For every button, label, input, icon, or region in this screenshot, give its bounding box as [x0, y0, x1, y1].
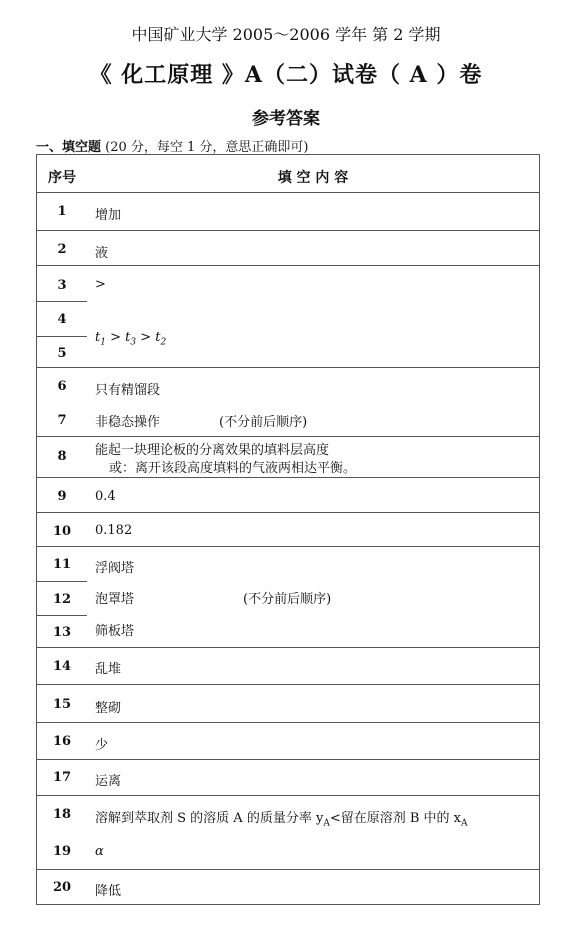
row-divider [37, 722, 539, 723]
exam-header-line1: 中国矿业大学 2005～2006 学年 第 2 学期 [131, 25, 441, 44]
exam-title: 《 化工原理 》A（二）试卷（ A ）卷 [89, 62, 483, 88]
row-divider [37, 436, 539, 437]
row-number: 15 [52, 697, 72, 712]
column-header-number: 序号 [48, 170, 76, 186]
answer-15: 整砌 [95, 701, 122, 716]
answer-1: 增加 [95, 208, 122, 223]
answer-4-5: $t_1 > t_3 > t_2$ [95, 330, 167, 348]
answer-7: 非稳态操作 [95, 415, 161, 430]
answer-8-line2: 或：离开该段高度填料的气液两相达平衡。 [109, 461, 357, 476]
row-number: 11 [52, 557, 72, 572]
row-number: 18 [52, 807, 72, 822]
row-number: 8 [57, 449, 67, 464]
row-divider [37, 869, 539, 870]
answer-16: 少 [95, 738, 109, 753]
row-number: 16 [52, 734, 72, 749]
answer-13: 筛板塔 [95, 624, 135, 639]
row-divider [37, 367, 539, 368]
column-header-content: 填 空 内 容 [277, 170, 349, 186]
row-divider [37, 301, 87, 302]
row-divider [37, 795, 539, 796]
row-divider [37, 546, 539, 547]
answer-table [36, 154, 540, 905]
row-number: 13 [52, 625, 72, 640]
answer-11: 浮阀塔 [95, 561, 135, 576]
row-divider [37, 265, 539, 266]
answer-6: 只有精馏段 [95, 383, 161, 398]
section-heading [36, 136, 309, 155]
row-number: 7 [57, 413, 67, 428]
row-number: 1 [57, 204, 67, 219]
row-number: 14 [52, 659, 72, 674]
row-number: 3 [57, 278, 67, 293]
section-title: 一、填空题 [36, 140, 102, 155]
answer-17: 运离 [95, 774, 122, 789]
row-divider [37, 192, 539, 193]
row-divider [37, 581, 87, 582]
row-number: 6 [57, 379, 67, 394]
row-divider [37, 647, 539, 648]
answer-14: 乱堆 [95, 662, 122, 677]
answer-9: 0.4 [95, 489, 116, 504]
row-number: 20 [52, 880, 72, 895]
row-number: 17 [52, 770, 72, 785]
answer-key-title: 参考答案 [252, 109, 320, 129]
answer-19: α [95, 844, 104, 859]
answer-8-line1: 能起一块理论板的分离效果的填料层高度 [95, 443, 330, 458]
row-number: 10 [52, 524, 72, 539]
answer-10: 0.182 [95, 523, 133, 538]
row-divider [37, 230, 539, 231]
answer-2: 液 [95, 246, 109, 261]
row-divider [37, 759, 539, 760]
row-divider [37, 684, 539, 685]
row-number: 19 [52, 844, 72, 859]
answer-18: 溶解到萃取剂 S 的溶质 A 的质量分率 $y_A<$留在原溶剂 B 中的 $x_A$ [95, 811, 468, 829]
row-divider [37, 615, 87, 616]
row-number: 5 [57, 346, 67, 361]
row-divider [37, 512, 539, 513]
row-divider [37, 477, 539, 478]
row-number: 4 [57, 312, 67, 327]
answer-7-note: (不分前后顺序) [219, 415, 308, 430]
row-divider [37, 336, 87, 337]
row-number: 12 [52, 592, 72, 607]
answer-11-13-note: (不分前后顺序) [243, 592, 332, 607]
answer-12: 泡罩塔 [95, 592, 135, 607]
answer-3: > [95, 277, 106, 292]
answer-20: 降低 [95, 884, 122, 899]
row-number: 2 [57, 242, 67, 257]
section-note: (20 分，每空 1 分，意思正确即可) [101, 140, 309, 155]
row-number: 9 [57, 489, 67, 504]
